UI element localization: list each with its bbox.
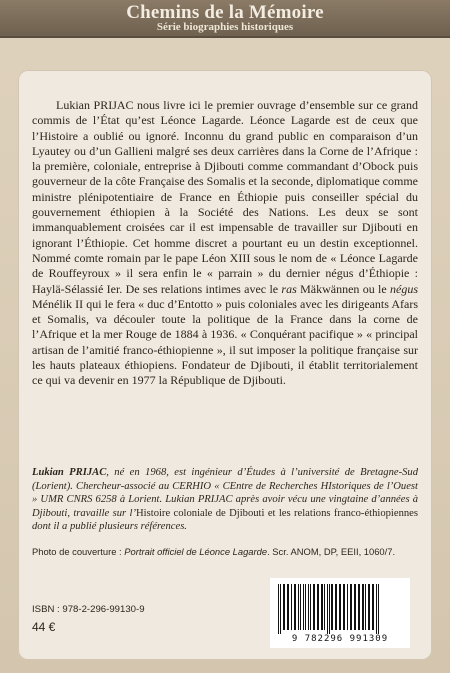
bio-text-b: Histoire coloniale de Djibouti et les relations franco-éthiopiennes bbox=[136, 507, 418, 519]
author-bio bbox=[32, 466, 418, 534]
summary-text-b: Mäkwännen ou le bbox=[296, 281, 390, 296]
summary-ras: ras bbox=[281, 281, 297, 296]
summary-text: Lukian PRIJAC nous livre ici le premier ouvrage d’ensemble sur ce grand commis de l’État qu’est Léonce Lagarde. Léonce Lagarde est de ceux que l’Histoire a oublié ou ignoré. Inconnu du grand public en comparaison d’un Lyautey ou d’un Gallieni malgré ses deux carrières dans la Corne de l’Afrique : la première, coloniale, entreprise à Djibouti comme commandant d’Obock puis gouverneur de la côte Française des Somalis et la seconde, diplomatique comme ministre plénipotentiaire de France en Éthiopie puis conseiller spécial du gouvernement éthiopien à la Société des Nations. Les deux se sont immanquablement croisées car il est impensable de travailler sur Djibouti en ignorant l’Éthiopie. Cet homme discret a pourtant eu un destin exceptionnel. Nommé comte romain par le pape Léon XIII sous le nom de « Léonce Lagarde de Rouffeyroux » il sera enfin le « parrain » du dernier négus d’Éthiopie : Haylä-Sélassié Ier. De ses relations intimes avec le bbox=[32, 98, 418, 296]
credit-title: Portrait officiel de Léonce Lagarde bbox=[124, 546, 268, 557]
bio-text-a: , né en 1968, est ingénieur d’Études à l’université de Bretagne-Sud (Lorient). Chercheur-associé au CERHIO « CEntre de Recherches HIstoriques de l’Ouest » UMR CNRS 6258 à Lorient. Lukian PRIJAC après avoir vécu une vingtaine d’années à Djibouti, travaille sur l’ bbox=[32, 467, 418, 519]
series-title: Chemins de la Mémoire bbox=[126, 2, 324, 23]
credit-ref: . Scr. ANOM, DP, EEII, 1060/7. bbox=[267, 546, 396, 557]
barcode-bars bbox=[278, 584, 402, 634]
summary-paragraph bbox=[32, 98, 418, 389]
barcode bbox=[270, 578, 410, 648]
photo-credit bbox=[32, 546, 418, 557]
barcode-number: 9 782296 991309 bbox=[291, 634, 389, 644]
series-subtitle: Série biographies historiques bbox=[156, 21, 294, 33]
credit-label: Photo de couverture : bbox=[32, 546, 125, 557]
bio-text-c: dont il a publié plusieurs références. bbox=[32, 521, 187, 532]
summary-negus: négus bbox=[390, 281, 418, 296]
price: 44 € bbox=[32, 620, 56, 634]
author-name: Lukian PRIJAC bbox=[32, 467, 107, 478]
book-summary bbox=[32, 98, 418, 389]
summary-text-c: Ménélik II qui le fera « duc d’Entotto » puis coloniales avec les dirigeants Afars et Somalis, va découler toute la politique de la France dans la corne de l’Afrique et la mer Rouge de 1884 à 1936. « Conquérant pacifique » « principal artisan de l’amitié franco-éthiopienne », il sut imposer la politique française sur les hauts plateaux éthiopiens. Fondateur de Djibouti, il établit territorialement ce qui va devenir en 1977 la République de Djibouti. bbox=[32, 296, 418, 388]
isbn: ISBN : 978-2-296-99130-9 bbox=[32, 604, 145, 615]
